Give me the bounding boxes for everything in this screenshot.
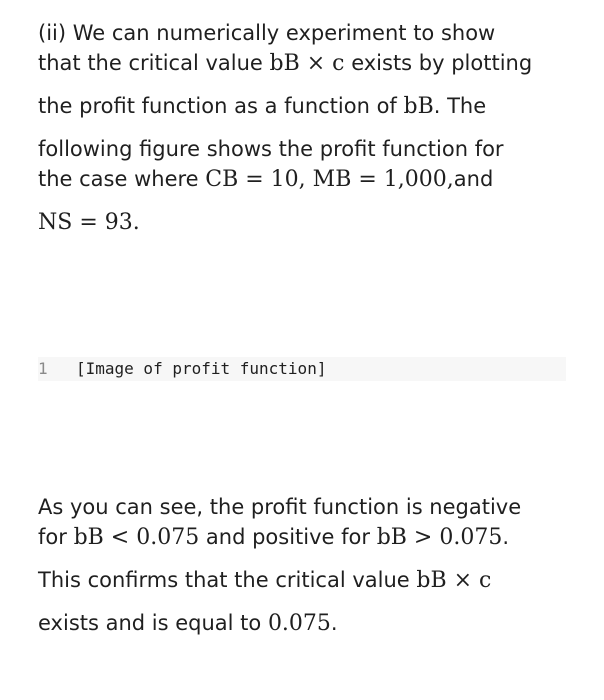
code-line-text: [Image of profit function] (76, 359, 327, 378)
intro-line-2-text-b: exists by plotting (344, 51, 533, 75)
intro-line-6 (38, 207, 568, 238)
conclusion-line-4-text-b: . (330, 611, 338, 635)
conclusion-line-2 (38, 522, 568, 553)
conclusion-text (38, 492, 568, 639)
intro-line-5-text-a: the case where (38, 167, 206, 191)
intro-line-1: (ii) We can numerically experiment to show (38, 21, 496, 45)
intro-line-4: following figure shows the profit function for (38, 137, 504, 161)
code-line-number: 1 (38, 359, 48, 378)
intro-line-3 (38, 91, 568, 122)
intro-line-3-text-b: . The (433, 94, 487, 118)
intro-text (38, 18, 568, 238)
math-critical-value: bB × c (269, 51, 345, 76)
intro-line-2-text-a: that the critical value (38, 51, 270, 75)
math-positive-range: bB > 0.075 (376, 525, 503, 550)
intro-line-5 (38, 164, 568, 195)
math-bb: bB (403, 94, 434, 119)
intro-line-2 (38, 48, 568, 79)
math-negative-range: bB < 0.075 (73, 525, 200, 550)
conclusion-line-3-text-a: This confirms that the critical value (38, 568, 417, 592)
conclusion-line-3 (38, 565, 568, 596)
conclusion-line-2-text-b: and positive for (199, 525, 377, 549)
math-critical-value-2: bB × c (416, 568, 492, 593)
paragraph-conclusion (38, 492, 568, 639)
conclusion-line-2-text-a: for (38, 525, 74, 549)
conclusion-line-2-text-c: . (502, 525, 510, 549)
conclusion-line-4-text-a: exists and is equal to (38, 611, 268, 635)
intro-line-5-text-b: and (453, 167, 494, 191)
conclusion-line-1: As you can see, the profit function is negative (38, 495, 522, 519)
math-parameters: CB = 10, MB = 1,000, (205, 167, 454, 192)
math-ns: NS = 93. (38, 210, 140, 235)
math-threshold: 0.075 (267, 611, 331, 636)
conclusion-line-4 (38, 608, 568, 639)
paragraph-intro (38, 18, 568, 238)
code-block (38, 357, 566, 381)
intro-line-3-text-a: the profit function as a function of (38, 94, 404, 118)
